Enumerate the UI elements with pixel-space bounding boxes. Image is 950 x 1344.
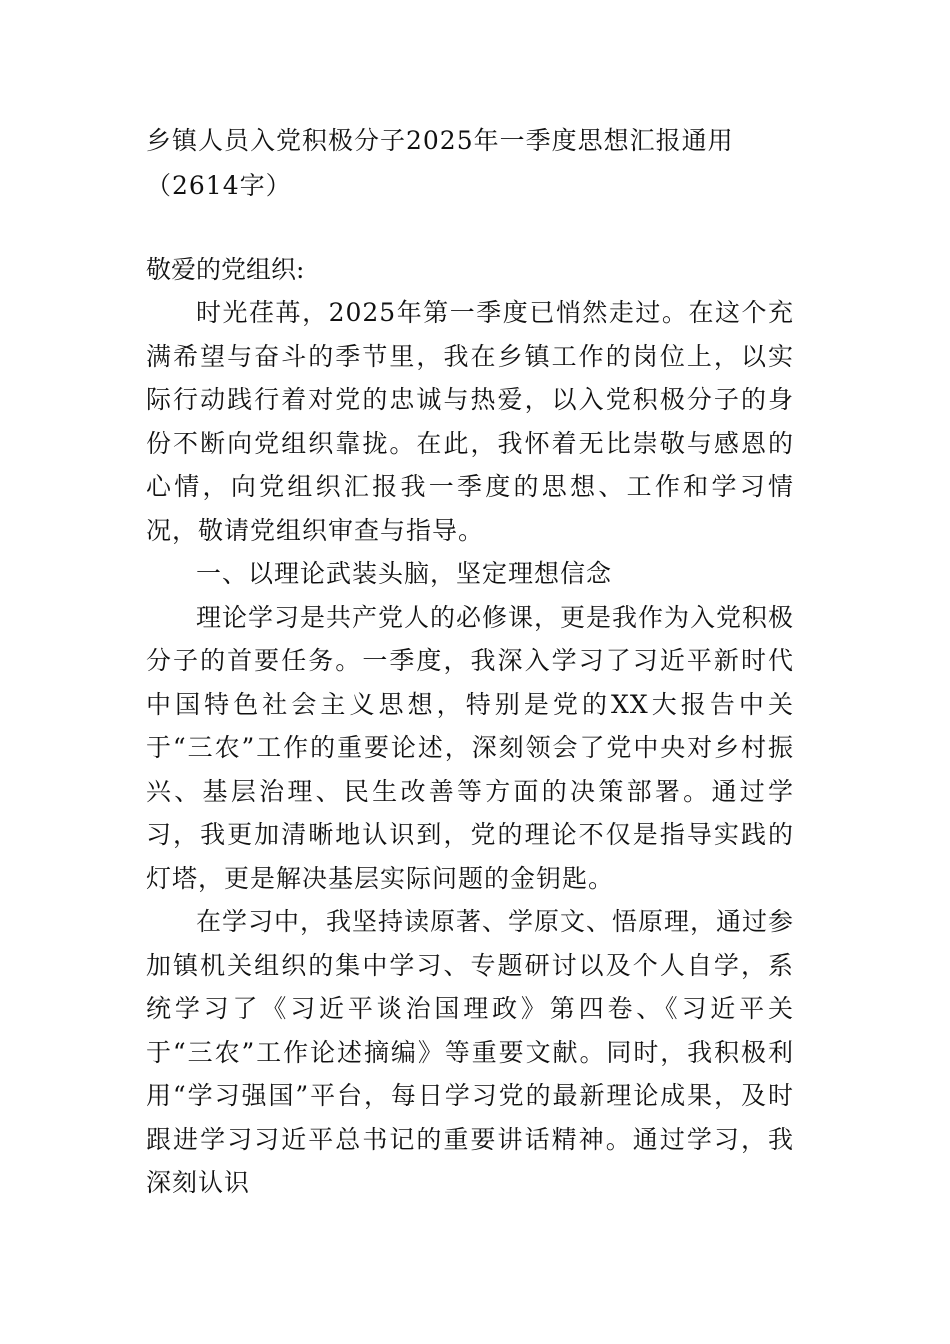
document-body (146, 118, 794, 1205)
intro-paragraph: 时光荏苒，2025年第一季度已悄然走过。在这个充满希望与奋斗的季节里，我在乡镇工作的岗位上，以实际行动践行着对党的忠诚与热爱，以入党积极分子的身份不断向党组织靠拢。在此，我怀着无比崇敬与感恩的心情，向党组织汇报我一季度的思想、工作和学习情况，敬请党组织审查与指导。 (146, 298, 794, 545)
section-heading: 一、以理论武装头脑，坚定理想信念 (196, 559, 613, 588)
body-paragraph: 理论学习是共产党人的必修课，更是我作为入党积极分子的首要任务。一季度，我深入学习了习近平新时代中国特色社会主义思想，特别是党的XX大报告中关于“三农”工作的重要论述，深刻领会了党中央对乡村振兴、基层治理、民生改善等方面的决策部署。通过学习，我更加清晰地认识到，党的理论不仅是指导实践的灯塔，更是解决基层实际问题的金钥匙。 (146, 602, 795, 893)
salutation: 敬爱的党组织: (146, 255, 305, 284)
body-paragraph: 在学习中，我坚持读原著、学原文、悟原理，通过参加镇机关组织的集中学习、专题研讨以及个人自学，系统学习了《习近平谈治国理政》第四卷、《习近平关于“三农”工作论述摘编》等重要文献。同时，我积极利用“学习强国”平台，每日学习党的最新理论成果，及时跟进学习习近平总书记的重要讲话精神。通过学习，我深刻认识 (146, 907, 795, 1197)
document-title: 乡镇人员入党积极分子2025年一季度思想汇报通用（2614字） (146, 126, 734, 200)
